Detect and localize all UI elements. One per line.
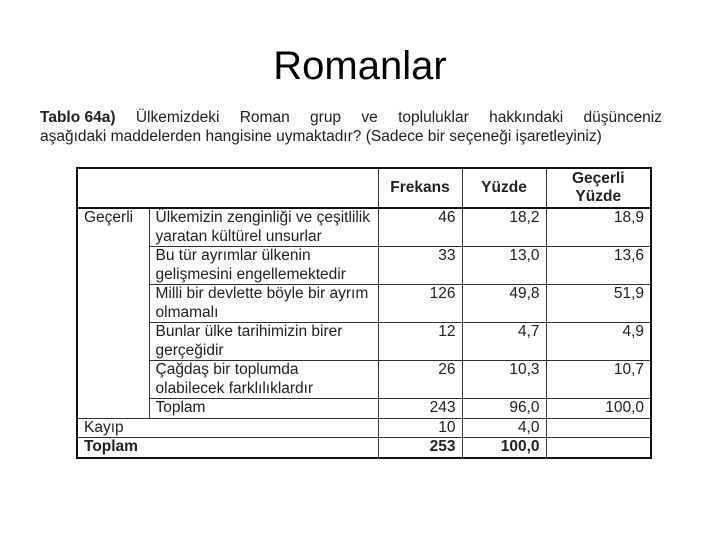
caption-line-2: aşağıdaki maddelerden hangisine uymaktadır? (Sadece bir seçeneği işaretleyiniz) [40,128,602,145]
cell-gecerli-yuzde: 13,6 [546,247,651,285]
header-yuzde: Yüzde [462,168,546,208]
cell-yuzde: 4,7 [462,323,546,361]
empty-cell [546,418,651,438]
subtotal-row [77,399,651,419]
caption-word: grup [310,109,342,126]
row-label: Bu tür ayrımlar ülkenin gelişmesini engellemektedir [149,247,378,285]
empty-cell [546,438,651,458]
caption-label: Tablo 64a) [40,109,116,126]
cell-yuzde: 13,0 [462,247,546,285]
table-row [77,247,651,285]
header-empty-cell [77,168,149,208]
row-label: Çağdaş bir toplumda olabilecek farklılıklardır [149,361,378,399]
table-caption [40,108,662,146]
frequency-table [76,167,652,459]
cell-frekans: 26 [378,361,462,399]
grand-total-row [77,438,651,458]
cell-frekans: 243 [378,399,462,419]
table-row [77,361,651,399]
header-empty-cell [149,168,378,208]
row-label: Toplam [149,399,378,419]
group-label-gecerli: Geçerli [77,208,149,418]
row-label: Bunlar ülke tarihimizin birer gerçeğidir [149,323,378,361]
empty-cell [149,418,378,438]
header-gecerli-yuzde: Geçerli Yüzde [546,168,651,208]
table-row [77,323,651,361]
empty-cell [149,438,378,458]
cell-yuzde: 10,3 [462,361,546,399]
cell-yuzde: 4,0 [462,418,546,438]
cell-frekans: 33 [378,247,462,285]
caption-word: Ülkemizdeki [135,109,220,126]
slide-title: Romanlar [273,44,447,88]
cell-frekans: 253 [378,438,462,458]
caption-word: hakkındaki [489,109,564,126]
caption-word: topluluklar [398,109,469,126]
caption-word: ve [361,109,378,126]
row-label-kayip: Kayıp [77,418,149,438]
table-row [77,285,651,323]
cell-frekans: 12 [378,323,462,361]
header-frekans: Frekans [378,168,462,208]
cell-gecerli-yuzde: 18,9 [546,208,651,247]
caption-word: düşünceniz [583,109,662,126]
cell-yuzde: 18,2 [462,208,546,247]
cell-frekans: 126 [378,285,462,323]
row-label: Milli bir devlette böyle bir ayrım olmamalı [149,285,378,323]
cell-gecerli-yuzde: 51,9 [546,285,651,323]
row-label-toplam: Toplam [77,438,149,458]
cell-gecerli-yuzde: 4,9 [546,323,651,361]
cell-frekans: 46 [378,208,462,247]
cell-yuzde: 49,8 [462,285,546,323]
cell-yuzde: 100,0 [462,438,546,458]
caption-line-1 [40,108,662,127]
cell-yuzde: 96,0 [462,399,546,419]
caption-word: Roman [239,109,290,126]
row-label: Ülkemizin zenginliği ve çeşitlilik yaratan kültürel unsurlar [149,208,378,247]
table-row [77,208,651,247]
cell-gecerli-yuzde: 10,7 [546,361,651,399]
cell-gecerli-yuzde: 100,0 [546,399,651,419]
header-row [77,168,651,208]
missing-row [77,418,651,438]
cell-frekans: 10 [378,418,462,438]
